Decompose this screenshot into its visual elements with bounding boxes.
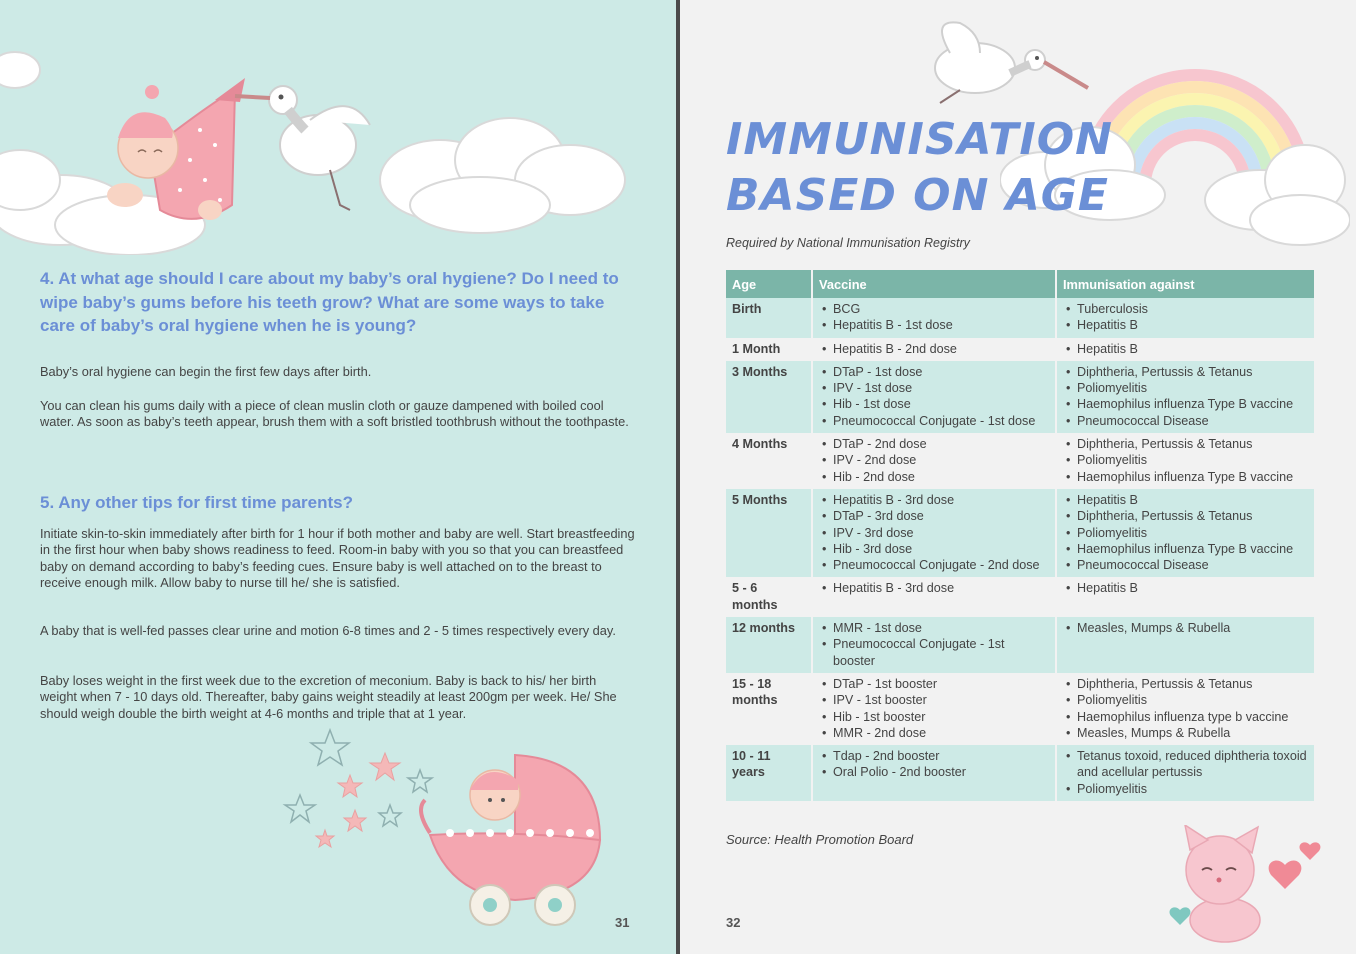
table-row <box>726 338 1315 361</box>
list-item: • Haemophilus influenza type b vaccine <box>1063 709 1308 725</box>
table-row <box>726 577 1315 617</box>
age-cell: 5 Months <box>726 489 812 577</box>
age-cell: 12 months <box>726 617 812 673</box>
list-item: • IPV - 3rd dose <box>819 525 1049 541</box>
table-body <box>726 298 1315 801</box>
page-number: 32 <box>726 915 741 930</box>
title-line-2: BASED ON AGE <box>726 170 1109 221</box>
header-vaccine: Vaccine <box>812 270 1056 298</box>
source-note: Source: Health Promotion Board <box>726 832 914 847</box>
list-item: • IPV - 1st dose <box>819 380 1049 396</box>
age-cell: Birth <box>726 298 812 338</box>
table-row <box>726 298 1315 338</box>
list-item: • Diphtheria, Pertussis & Tetanus <box>1063 364 1308 380</box>
list-item: • BCG <box>819 301 1049 317</box>
page-title <box>726 112 1113 224</box>
age-cell: 5 - 6 months <box>726 577 812 617</box>
list-item: • Tdap - 2nd booster <box>819 748 1049 764</box>
list-item: • Diphtheria, Pertussis & Tetanus <box>1063 508 1308 524</box>
list-item: • Hib - 3rd dose <box>819 541 1049 557</box>
list-item: • Diphtheria, Pertussis & Tetanus <box>1063 676 1308 692</box>
header-age: Age <box>726 270 812 298</box>
kitten-illustration <box>1160 825 1330 945</box>
table-row <box>726 617 1315 673</box>
immunisation-against-cell <box>1056 617 1315 673</box>
question-4-answer-p1: Baby’s oral hygiene can begin the first few days after birth. <box>40 364 372 379</box>
list-item: • IPV - 2nd dose <box>819 452 1049 468</box>
baby-in-pram-illustration <box>410 745 610 930</box>
table-row <box>726 745 1315 801</box>
page-32 <box>680 0 1356 954</box>
list-item: • Hepatitis B - 2nd dose <box>819 341 1049 357</box>
list-item: • Pneumococcal Disease <box>1063 413 1308 429</box>
list-item: • DTaP - 1st booster <box>819 676 1049 692</box>
immunisation-against-cell <box>1056 489 1315 577</box>
list-item: • Hepatitis B - 3rd dose <box>819 492 1049 508</box>
list-item: • Oral Polio - 2nd booster <box>819 764 1049 780</box>
list-item: • Pneumococcal Disease <box>1063 557 1308 573</box>
question-5-answer-p2: A baby that is well-fed passes clear urine and motion 6-8 times and 2 - 5 times respectively every day. <box>40 623 616 638</box>
age-cell: 4 Months <box>726 433 812 489</box>
list-item: • DTaP - 3rd dose <box>819 508 1049 524</box>
list-item: • Poliomyelitis <box>1063 525 1308 541</box>
list-item: • Poliomyelitis <box>1063 380 1308 396</box>
immunisation-against-cell <box>1056 673 1315 745</box>
immunisation-against-cell <box>1056 298 1315 338</box>
vaccine-cell <box>812 433 1056 489</box>
heart-icon <box>1269 842 1321 889</box>
list-item: • DTaP - 2nd dose <box>819 436 1049 452</box>
vaccine-cell <box>812 338 1056 361</box>
table-row <box>726 489 1315 577</box>
immunisation-against-cell <box>1056 361 1315 433</box>
header-immunisation-against: Immunisation against <box>1056 270 1315 298</box>
question-5-heading: 5. Any other tips for first time parents? <box>40 493 353 512</box>
vaccine-cell <box>812 745 1056 801</box>
table-row <box>726 361 1315 433</box>
list-item: • Hepatitis B - 1st dose <box>819 317 1049 333</box>
list-item: • Hepatitis B <box>1063 317 1308 333</box>
immunisation-against-cell <box>1056 338 1315 361</box>
list-item: • Tetanus toxoid, reduced diphtheria toxoid and acellular pertussis <box>1063 748 1308 781</box>
immunisation-table <box>726 270 1316 801</box>
age-cell: 3 Months <box>726 361 812 433</box>
list-item: • Pneumococcal Conjugate - 2nd dose <box>819 557 1049 573</box>
age-cell: 15 - 18 months <box>726 673 812 745</box>
vaccine-cell <box>812 577 1056 617</box>
list-item: • Hib - 1st dose <box>819 396 1049 412</box>
page-31 <box>0 0 676 954</box>
list-item: • Hib - 1st booster <box>819 709 1049 725</box>
list-item: • MMR - 2nd dose <box>819 725 1049 741</box>
immunisation-against-cell <box>1056 577 1315 617</box>
list-item: • IPV - 1st booster <box>819 692 1049 708</box>
subtitle: Required by National Immunisation Registry <box>726 236 970 250</box>
table-header-row <box>726 270 1315 298</box>
page-number: 31 <box>615 915 630 930</box>
list-item: • Tuberculosis <box>1063 301 1308 317</box>
immunisation-against-cell <box>1056 745 1315 801</box>
age-cell: 10 - 11 years <box>726 745 812 801</box>
stork-carrying-baby-illustration <box>0 30 640 255</box>
list-item: • Hib - 2nd dose <box>819 469 1049 485</box>
list-item: • Measles, Mumps & Rubella <box>1063 620 1308 636</box>
list-item: • Hepatitis B <box>1063 341 1308 357</box>
list-item: • Poliomyelitis <box>1063 452 1308 468</box>
vaccine-cell <box>812 489 1056 577</box>
question-5-answer-p3: Baby loses weight in the first week due to the excretion of meconium. Baby is back to his/ her birth weight when 7 - 10 days old. Thereafter, baby gains weight steadily at least 200gm per week. He/ She should weigh double the birth weight at 4-6 months and triple that at 1 year. <box>40 673 617 721</box>
vaccine-cell <box>812 298 1056 338</box>
list-item: • Pneumococcal Conjugate - 1st booster <box>819 636 1049 669</box>
list-item: • DTaP - 1st dose <box>819 364 1049 380</box>
title-line-1: IMMUNISATION <box>726 114 1114 165</box>
list-item: • Measles, Mumps & Rubella <box>1063 725 1308 741</box>
list-item: • Hepatitis B - 3rd dose <box>819 580 1049 596</box>
list-item: • Pneumococcal Conjugate - 1st dose <box>819 413 1049 429</box>
list-item: • Haemophilus influenza Type B vaccine <box>1063 469 1308 485</box>
list-item: • Hepatitis B <box>1063 580 1308 596</box>
list-item: • Haemophilus influenza Type B vaccine <box>1063 541 1308 557</box>
vaccine-cell <box>812 361 1056 433</box>
table-row <box>726 673 1315 745</box>
question-4-answer-p2: You can clean his gums daily with a piece of clean muslin cloth or gauze dampened with boiled cool water. As soon as baby’s teeth appear, brush them with a soft bristled toothbrush without the toothpaste. <box>40 398 629 430</box>
question-4-heading: 4. At what age should I care about my baby’s oral hygiene? Do I need to wipe baby’s gums before his teeth grow? What are some ways to take care of baby’s oral hygiene when he is young? <box>40 269 619 335</box>
list-item: • Diphtheria, Pertussis & Tetanus <box>1063 436 1308 452</box>
vaccine-cell <box>812 617 1056 673</box>
list-item: • Poliomyelitis <box>1063 692 1308 708</box>
vaccine-cell <box>812 673 1056 745</box>
list-item: • Hepatitis B <box>1063 492 1308 508</box>
age-cell: 1 Month <box>726 338 812 361</box>
list-item: • MMR - 1st dose <box>819 620 1049 636</box>
immunisation-against-cell <box>1056 433 1315 489</box>
question-5-answer-p1: Initiate skin-to-skin immediately after birth for 1 hour if both mother and baby are well. Start breastfeeding in the first hour when baby shows readiness to feed. Room-in baby with you so that you can breastfeed baby on demand according to baby’s feeding cues. Ensure baby is well attached on to the breast to receive enough milk. Allow baby to nurse till he/ she is satisfied. <box>40 526 635 590</box>
table-row <box>726 433 1315 489</box>
list-item: • Haemophilus influenza Type B vaccine <box>1063 396 1308 412</box>
list-item: • Poliomyelitis <box>1063 781 1308 797</box>
